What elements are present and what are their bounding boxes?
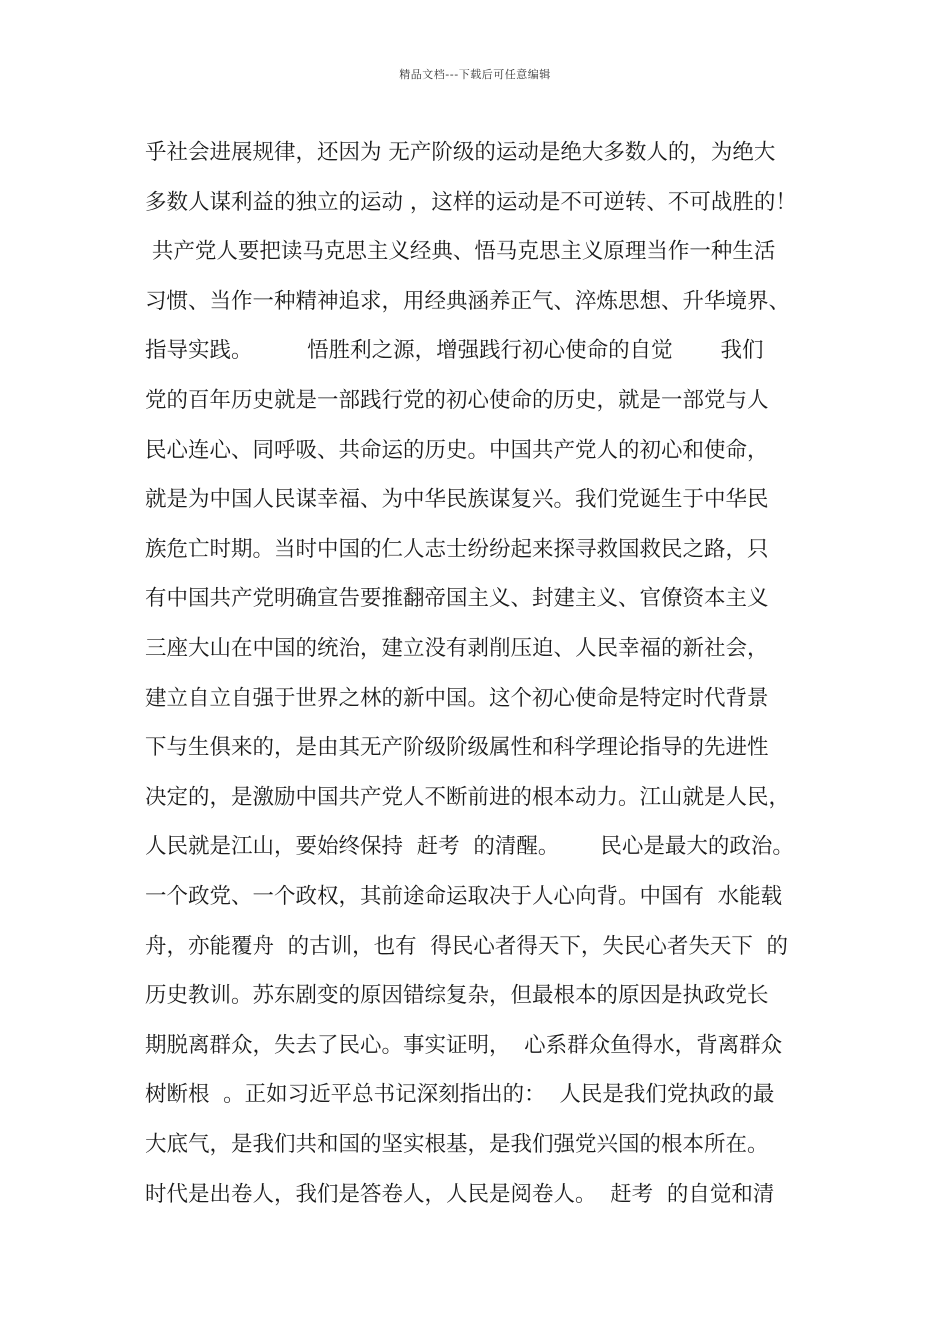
- text-line: 下与生俱来的，是由其无产阶级阶级属性和科学理论指导的先进性: [145, 735, 769, 761]
- text-line: 舟，亦能覆舟 的古训，也有 得民心者得天下，失民心者失天下 的: [145, 933, 789, 959]
- text-line: 多数人谋利益的独立的运动 ，这样的运动是不可逆转、不可战胜的！: [145, 189, 797, 215]
- text-line: 人民就是江山，要始终保持 赶考 的清醒。 民心是最大的政治。: [145, 834, 794, 860]
- text-line: 习惯、当作一种精神追求，用经典涵养正气、淬炼思想、升华境界、: [145, 288, 791, 314]
- text-line: 族危亡时期。当时中国的仁人志士纷纷起来探寻救国救民之路，只: [145, 536, 769, 562]
- text-line: 三座大山在中国的统治，建立没有剥削压迫、人民幸福的新社会，: [145, 636, 769, 661]
- text-line: 期脱离群众，失去了民心。事实证明， 心系群众鱼得水，背离群众: [145, 1032, 783, 1058]
- page-header: 精品文档---下载后可任意编辑: [399, 68, 551, 81]
- text-line: 决定的，是激励中国共产党人不断前进的根本动力。江山就是人民，: [145, 784, 791, 810]
- text-line: 历史教训。苏东剧变的原因错综复杂，但最根本的原因是执政党长: [145, 983, 769, 1009]
- text-line: 就是为中国人民谋幸福、为中华民族谋复兴。我们党诞生于中华民: [145, 487, 769, 513]
- text-line: 大底气，是我们共和国的坚实根基，是我们强党兴国的根本所在。: [145, 1132, 769, 1157]
- text-line: 指导实践。 悟胜利之源，增强践行初心使命的自觉 我们: [145, 338, 764, 364]
- text-line: 时代是出卷人，我们是答卷人，人民是阅卷人。 赶考 的自觉和清: [145, 1181, 775, 1207]
- text-line: 民心连心、同呼吸、共命运的历史。中国共产党人的初心和使命，: [145, 437, 769, 463]
- text-line: 一个政党、一个政权，其前途命运取决于人心向背。中国有 水能载: [145, 884, 783, 909]
- text-line: 树断根 。正如习近平总书记深刻指出的： 人民是我们党执政的最: [145, 1082, 775, 1108]
- text-line: 建立自立自强于世界之林的新中国。这个初心使命是特定时代背景: [145, 685, 769, 711]
- text-line: 党的百年历史就是一部践行党的初心使命的历史，就是一部党与人: [145, 388, 769, 413]
- text-line: 有中国共产党明确宣告要推翻帝国主义、封建主义、官僚资本主义: [145, 586, 769, 612]
- text-line: 共产党人要把读马克思主义经典、悟马克思主义原理当作一种生活: [145, 239, 776, 265]
- text-line: 乎社会进展规律，还因为 无产阶级的运动是绝大多数人的，为绝大: [145, 140, 776, 165]
